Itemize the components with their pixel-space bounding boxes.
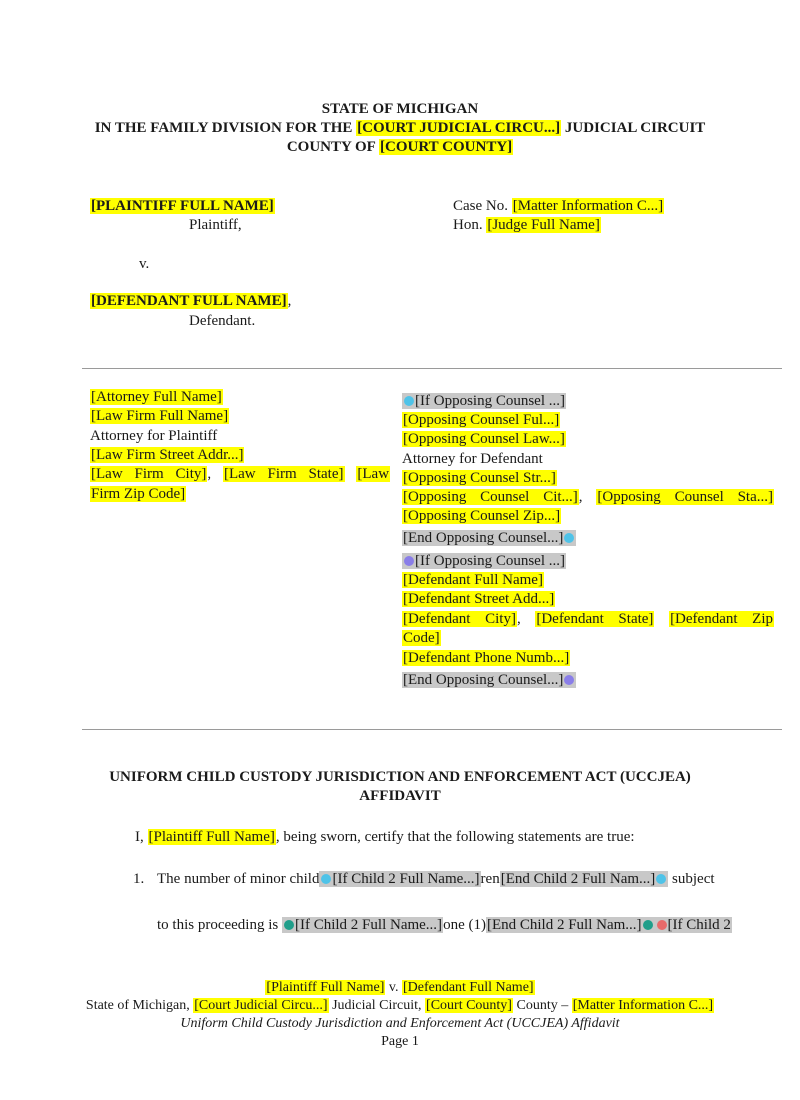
footer-court: State of Michigan, [Court Judicial Circu...] Judicial Circuit, [Court County] County – [Matter Information C...] bbox=[85, 998, 714, 1013]
judge-field[interactable]: [Judge Full Name] bbox=[487, 217, 600, 233]
law-firm-street-field[interactable]: [Law Firm Street Addr...] bbox=[91, 447, 244, 463]
divider-top bbox=[82, 368, 782, 369]
defendant-phone bbox=[402, 650, 570, 667]
marker-dot-icon bbox=[643, 920, 653, 930]
if-opposing-counsel-field-2[interactable]: [If Opposing Counsel ...] bbox=[402, 553, 566, 569]
court-county-field[interactable]: [COURT COUNTY] bbox=[380, 139, 513, 155]
attorney-name-field[interactable]: [Attorney Full Name] bbox=[91, 389, 222, 405]
end-opposing-counsel-2 bbox=[402, 672, 576, 689]
law-firm-state-field[interactable]: [Law Firm State] bbox=[223, 466, 344, 482]
if-child-field-b[interactable]: [If Child 2 Full Name...] bbox=[282, 917, 443, 933]
opposing-counsel-full-field[interactable]: [Opposing Counsel Ful...] bbox=[403, 412, 560, 428]
law-firm-zip-field-cont[interactable]: Firm Zip Code] bbox=[91, 486, 186, 502]
caption-state: STATE OF MICHIGAN bbox=[321, 101, 479, 117]
marker-dot-icon bbox=[564, 533, 574, 543]
footer-parties: [Plaintiff Full Name] v. [Defendant Full Name] bbox=[266, 980, 534, 995]
end-opposing-counsel-field-1[interactable]: [End Opposing Counsel...] bbox=[402, 530, 576, 546]
opposing-role: Attorney for Defendant bbox=[402, 451, 543, 467]
item-line-1: The number of minor child [If Child 2 Full Name...]ren[End Child 2 Full Nam...] subject bbox=[157, 871, 715, 887]
item-line-2: to this proceeding is [If Child 2 Full Name...]one (1)[End Child 2 Full Nam...] [If Child 2 bbox=[157, 917, 731, 933]
defendant-field[interactable]: [DEFENDANT FULL NAME] bbox=[91, 293, 287, 309]
if-child-field-a[interactable]: [If Child 2 Full Name...] bbox=[319, 871, 480, 887]
marker-dot-icon bbox=[284, 920, 294, 930]
marker-dot-icon bbox=[657, 920, 667, 930]
attorney-zip bbox=[90, 486, 186, 503]
opposing-counsel-law bbox=[402, 431, 566, 448]
if-child-field-c[interactable]: [If Child 2 bbox=[655, 917, 732, 933]
case-number: Case No. [Matter Information C...] bbox=[453, 198, 664, 214]
defendant-full-name bbox=[402, 572, 544, 589]
if-opposing-counsel-field-1[interactable]: [If Opposing Counsel ...] bbox=[402, 393, 566, 409]
attorney-role: Attorney for Plaintiff bbox=[90, 428, 218, 444]
document-title-line2: AFFIDAVIT bbox=[359, 788, 441, 804]
attorney-city-state: [Law Firm City], [Law Firm State] [Law bbox=[91, 466, 390, 482]
sworn-statement: I, [Plaintiff Full Name], being sworn, certify that the following statements are true: bbox=[135, 829, 635, 845]
footer-county-field[interactable]: [Court County] bbox=[426, 998, 512, 1013]
defendant-city-state: [Defendant City], [Defendant State] [Defendant Zip bbox=[403, 611, 773, 627]
item-number: 1. bbox=[133, 871, 145, 887]
caption-family-division: IN THE FAMILY DIVISION FOR THE [COURT JUDICIAL CIRCU...] JUDICIAL CIRCUIT bbox=[94, 120, 706, 136]
opposing-city-state: [Opposing Counsel Cit...], [Opposing Counsel Sta...] bbox=[403, 489, 773, 505]
attorney-street bbox=[90, 447, 244, 464]
opposing-street bbox=[402, 470, 557, 487]
defendant-street bbox=[402, 591, 555, 608]
defendant-street-field[interactable]: [Defendant Street Add...] bbox=[403, 591, 555, 607]
opposing-counsel-law-field[interactable]: [Opposing Counsel Law...] bbox=[403, 431, 565, 447]
defendant-name-field[interactable]: [Defendant Full Name] bbox=[403, 572, 543, 588]
plaintiff-label: Plaintiff, bbox=[189, 217, 242, 233]
opposing-street-field[interactable]: [Opposing Counsel Str...] bbox=[403, 470, 556, 486]
judge: Hon. [Judge Full Name] bbox=[453, 217, 600, 233]
footer-matter-field[interactable]: [Matter Information C...] bbox=[572, 998, 714, 1013]
attorney-firm bbox=[90, 408, 229, 425]
footer-circuit-field[interactable]: [Court Judicial Circu...] bbox=[194, 998, 328, 1013]
marker-dot-icon bbox=[404, 396, 414, 406]
defendant-city-field[interactable]: [Defendant City] bbox=[403, 611, 516, 627]
sworn-plaintiff-field[interactable]: [Plaintiff Full Name] bbox=[148, 829, 275, 845]
marker-dot-icon bbox=[321, 874, 331, 884]
defendant-phone-field[interactable]: [Defendant Phone Numb...] bbox=[403, 650, 570, 666]
footer-plaintiff-field[interactable]: [Plaintiff Full Name] bbox=[266, 980, 385, 995]
plaintiff-name bbox=[90, 198, 275, 215]
defendant-name: [DEFENDANT FULL NAME], bbox=[91, 293, 292, 309]
footer-doc-title: Uniform Child Custody Jurisdiction and Enforcement Act (UCCJEA) Affidavit bbox=[180, 1016, 620, 1031]
end-child-field-b[interactable]: [End Child 2 Full Nam...] bbox=[486, 917, 655, 933]
end-opposing-counsel-1 bbox=[402, 530, 576, 547]
opposing-city-field[interactable]: [Opposing Counsel Cit...] bbox=[403, 489, 578, 505]
defendant-zip bbox=[402, 630, 441, 647]
law-firm-field[interactable]: [Law Firm Full Name] bbox=[91, 408, 229, 424]
end-opposing-counsel-field-2[interactable]: [End Opposing Counsel...] bbox=[402, 672, 576, 688]
footer-defendant-field[interactable]: [Defendant Full Name] bbox=[402, 980, 534, 995]
end-child-field-a[interactable]: [End Child 2 Full Nam...] bbox=[500, 871, 669, 887]
attorney-name bbox=[90, 389, 223, 406]
caption-county: COUNTY OF [COURT COUNTY] bbox=[286, 139, 513, 155]
opposing-zip-field[interactable]: [Opposing Counsel Zip...] bbox=[403, 508, 561, 524]
opposing-zip bbox=[402, 508, 561, 525]
defendant-state-field[interactable]: [Defendant State] bbox=[536, 611, 654, 627]
court-circuit-field[interactable]: [COURT JUDICIAL CIRCU...] bbox=[357, 120, 561, 136]
if-opposing-counsel-1 bbox=[402, 393, 566, 410]
plaintiff-field[interactable]: [PLAINTIFF FULL NAME] bbox=[91, 198, 274, 214]
opposing-state-field[interactable]: [Opposing Counsel Sta...] bbox=[597, 489, 773, 505]
document-title-line1: UNIFORM CHILD CUSTODY JURISDICTION AND ENFORCEMENT ACT (UCCJEA) bbox=[109, 769, 691, 785]
defendant-zip-field-cont[interactable]: Code] bbox=[403, 630, 440, 646]
if-opposing-counsel-2 bbox=[402, 553, 566, 570]
versus-label: v. bbox=[139, 256, 150, 272]
footer-page-number: Page 1 bbox=[381, 1034, 419, 1049]
defendant-label: Defendant. bbox=[189, 313, 256, 329]
law-firm-zip-field[interactable]: [Law bbox=[357, 466, 390, 482]
marker-dot-icon bbox=[404, 556, 414, 566]
marker-dot-icon bbox=[564, 675, 574, 685]
case-number-field[interactable]: [Matter Information C...] bbox=[512, 198, 664, 214]
divider-bottom bbox=[82, 729, 782, 730]
opposing-counsel-full bbox=[402, 412, 560, 429]
marker-dot-icon bbox=[656, 874, 666, 884]
law-firm-city-field[interactable]: [Law Firm City] bbox=[91, 466, 207, 482]
defendant-zip-field[interactable]: [Defendant Zip bbox=[670, 611, 773, 627]
